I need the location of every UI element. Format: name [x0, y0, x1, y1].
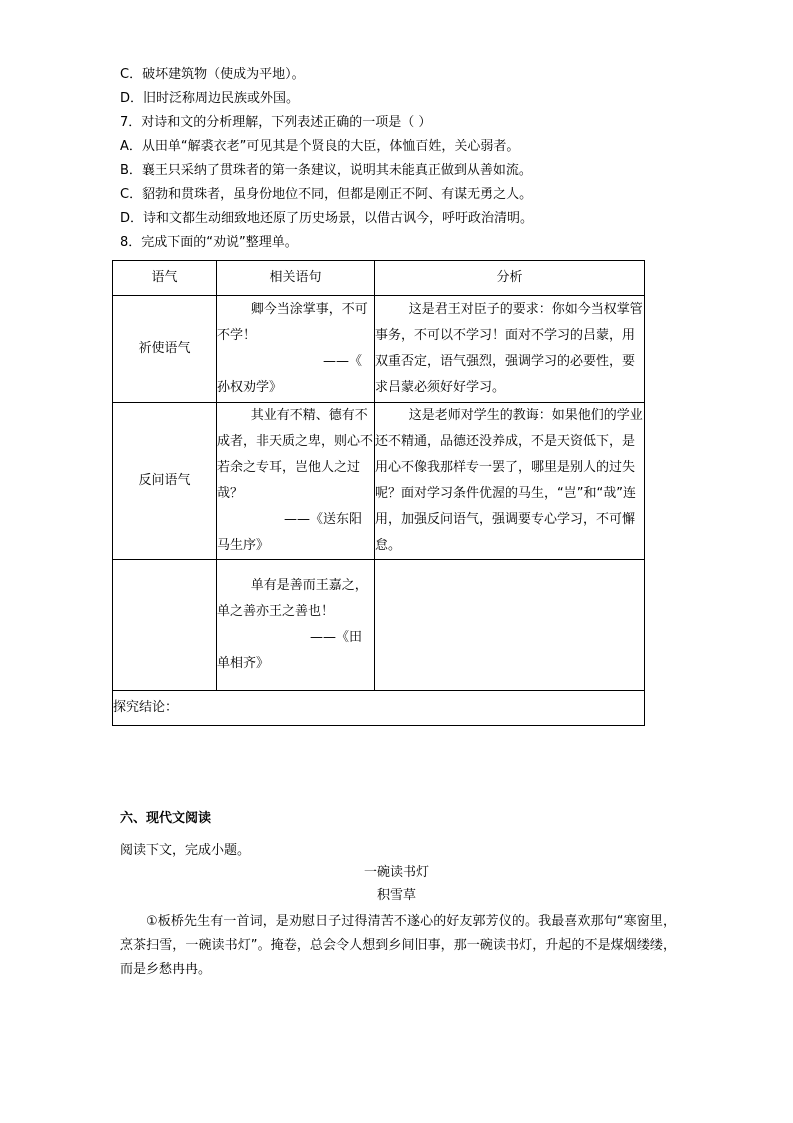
quote-cell	[217, 296, 375, 403]
analysis-text: 这是老师对学生的教诲：如果他们的学业还不精通，品德还没养成，不是天资低下，是用心不像我那样专一罢了，哪里是别人的过失呢？面对学习条件优渥的马生，“岂”和“哉”连用，加强反问语气，强调要专心学习，不可懈怠。	[375, 408, 643, 553]
question-7-option-b: B．襄王只采纳了贯珠者的第一条建议，说明其未能真正做到从善如流。	[120, 163, 532, 178]
table-header-row	[113, 261, 645, 296]
quote-source: ——《	[322, 354, 362, 369]
section-heading: 六、现代文阅读	[120, 811, 212, 826]
option-c-prev: C．破坏建筑物（使成为平地）。	[120, 67, 305, 82]
quote-text: 单有是善而王嘉之，单之善亦王之善也！	[217, 578, 368, 619]
analysis-text: 这是君王对臣子的要求：你如今当权掌管事务，不可以不学习！面对不学习的吕蒙，用双重否定，语气强烈，强调学习的必要性，要求吕蒙必须好好学习。	[375, 302, 643, 395]
reading-instruction: 阅读下文，完成小题。	[120, 843, 251, 858]
table-row	[113, 560, 645, 691]
question-7-option-d: D．诗和文都生动细致地还原了历史场景，以借古讽今，呼吁政治清明。	[120, 211, 534, 226]
quote-source-cont: 马生序》	[217, 538, 270, 553]
conclusion-cell[interactable]	[113, 691, 645, 726]
conclusion-label: 探究结论：	[113, 700, 179, 715]
table-row	[113, 403, 645, 560]
tone-cell: 反问语气	[113, 403, 217, 560]
analysis-cell	[375, 296, 645, 403]
question-7-option-c: C．貂勃和贯珠者，虽身份地位不同，但都是刚正不阿、有谋无勇之人。	[120, 187, 533, 202]
quote-source-cont: 孙权劝学》	[217, 380, 283, 395]
analysis-cell	[375, 403, 645, 560]
quote-source: ——《田	[309, 630, 362, 645]
quote-text: 其业有不精、德有不成者，非天质之卑，则心不若余之专耳，岂他人之过哉？	[217, 408, 374, 501]
quote-source-cont: 单相齐》	[217, 656, 270, 671]
persuasion-table	[112, 260, 645, 726]
quote-source: ——《送东阳	[283, 512, 362, 527]
article-title: 一碗读书灯	[363, 865, 429, 880]
quote-cell	[217, 560, 375, 691]
question-8-stem: 8．完成下面的“劝说”整理单。	[120, 235, 298, 250]
table-row	[113, 296, 645, 403]
header-tone: 语气	[113, 261, 217, 296]
article-author: 积雪草	[376, 888, 416, 903]
question-7-option-a: A．从田单“解裘衣老”可见其是个贤良的大臣，体恤百姓，关心弱者。	[120, 139, 520, 154]
quote-text: 卿今当涂掌事，不可不学！	[217, 302, 368, 343]
tone-cell: 祈使语气	[113, 296, 217, 403]
header-analysis: 分析	[375, 261, 645, 296]
conclusion-row	[113, 691, 645, 726]
tone-cell-empty[interactable]	[113, 560, 217, 691]
analysis-cell-empty[interactable]	[375, 560, 645, 691]
article-paragraph-1: ①板桥先生有一首词，是劝慰日子过得清苦不遂心的好友郭芳仪的。我最喜欢那句“寒窗里，烹茶扫雪，一碗读书灯”。掩卷，总会令人想到乡间旧事，那一碗读书灯，升起的不是煤烟缕缕，而是乡愁冉冉。	[120, 914, 676, 977]
option-d-prev: D．旧时泛称周边民族或外国。	[120, 91, 300, 106]
quote-cell	[217, 403, 375, 560]
header-quote: 相关语句	[217, 261, 375, 296]
question-7-stem: 7．对诗和文的分析理解，下列表述正确的一项是（ ）	[120, 115, 432, 130]
